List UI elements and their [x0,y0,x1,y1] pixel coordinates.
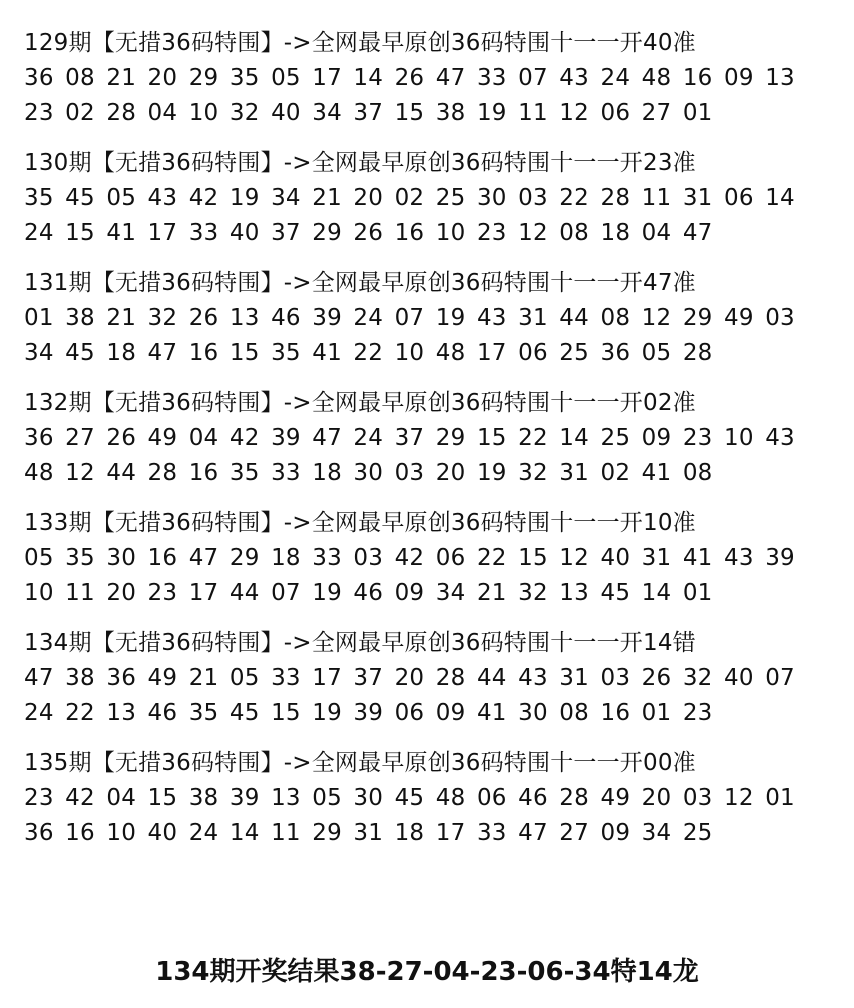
number-row-2: 10 11 20 23 17 44 07 19 46 09 34 21 32 13 45 14 01 [24,580,713,606]
prediction-record [24,26,824,131]
record-header: 129期【无措36码特围】->全网最早原创36码特围十一一开40准 [24,30,696,56]
number-row-1: 01 38 21 32 26 13 46 39 24 07 19 43 31 44 08 12 29 49 03 [24,305,795,331]
record-header: 132期【无措36码特围】->全网最早原创36码特围十一一开02准 [24,390,696,416]
prediction-record [24,626,824,731]
number-row-1: 36 08 21 20 29 35 05 17 14 26 47 33 07 43 24 48 16 09 13 [24,65,795,91]
number-row-2: 34 45 18 47 16 15 35 41 22 10 48 17 06 25 36 05 28 [24,340,713,366]
draw-result-banner: 134期开奖结果38-27-04-23-06-34特14龙 [155,957,699,987]
prediction-record [24,146,824,251]
prediction-record [24,266,824,371]
record-header: 135期【无措36码特围】->全网最早原创36码特围十一一开00准 [24,750,696,776]
number-row-2: 24 15 41 17 33 40 37 29 26 16 10 23 12 08 18 04 47 [24,220,713,246]
record-header: 133期【无措36码特围】->全网最早原创36码特围十一一开10准 [24,510,696,536]
record-header: 130期【无措36码特围】->全网最早原创36码特围十一一开23准 [24,150,696,176]
number-row-1: 23 42 04 15 38 39 13 05 30 45 48 06 46 28 49 20 03 12 01 [24,785,795,811]
prediction-record-list [24,26,824,866]
record-header: 134期【无措36码特围】->全网最早原创36码特围十一一开14错 [24,630,696,656]
prediction-record [24,506,824,611]
number-row-1: 47 38 36 49 21 05 33 17 37 20 28 44 43 31 03 26 32 40 07 [24,665,795,691]
number-row-1: 05 35 30 16 47 29 18 33 03 42 06 22 15 12 40 31 41 43 39 [24,545,795,571]
record-header: 131期【无措36码特围】->全网最早原创36码特围十一一开47准 [24,270,696,296]
prediction-record [24,746,824,851]
number-row-2: 24 22 13 46 35 45 15 19 39 06 09 41 30 08 16 01 23 [24,700,713,726]
prediction-record [24,386,824,491]
number-row-2: 48 12 44 28 16 35 33 18 30 03 20 19 32 31 02 41 08 [24,460,713,486]
number-row-1: 35 45 05 43 42 19 34 21 20 02 25 30 03 22 28 11 31 06 14 [24,185,795,211]
number-row-1: 36 27 26 49 04 42 39 47 24 37 29 15 22 14 25 09 23 10 43 [24,425,795,451]
number-row-2: 23 02 28 04 10 32 40 34 37 15 38 19 11 12 06 27 01 [24,100,713,126]
number-row-2: 36 16 10 40 24 14 11 29 31 18 17 33 47 27 09 34 25 [24,820,713,846]
